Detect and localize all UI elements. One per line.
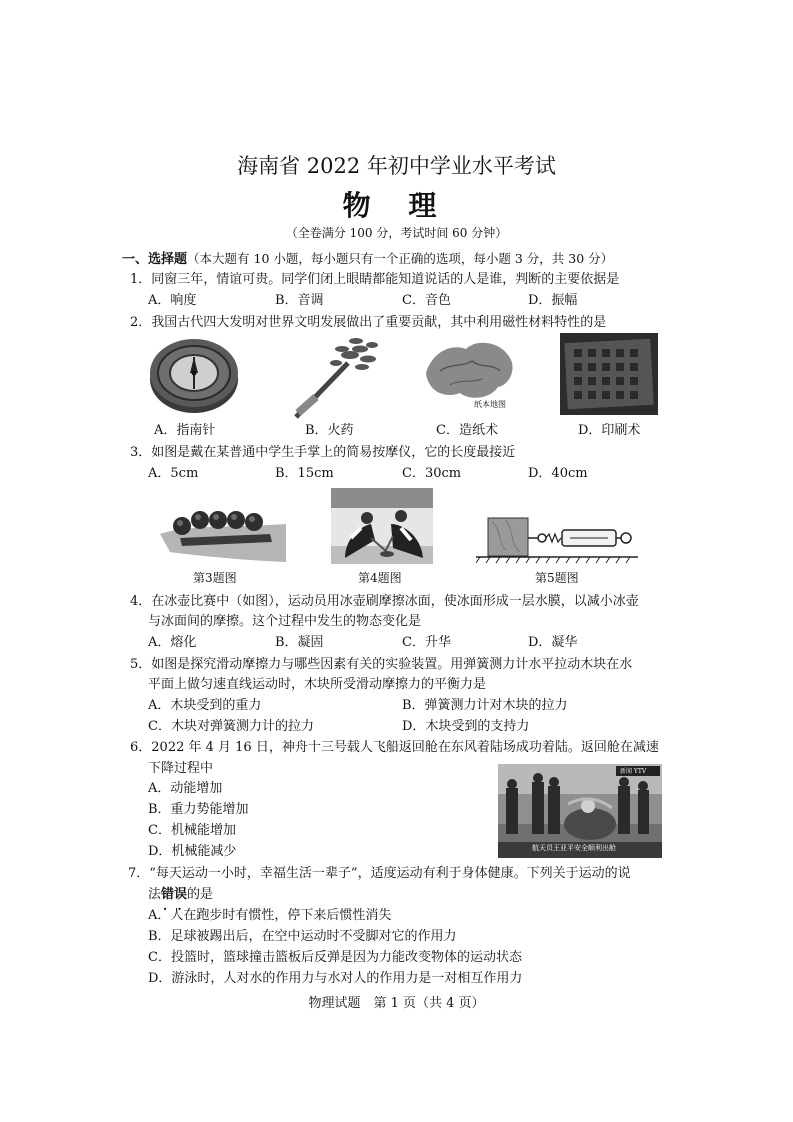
friction-apparatus-diagram (476, 510, 638, 566)
curling-photo (331, 488, 433, 564)
fig4-caption: 第4题图 (358, 571, 402, 585)
q7-option-b: B．足球被踢出后，在空中运动时不受脚对它的作用力 (148, 929, 457, 944)
q2-option-b: B．火药 (305, 423, 354, 438)
fig5-caption: 第5题图 (535, 571, 579, 585)
q6-stem-line1: 6．2022 年 4 月 16 日，神舟十三号载人飞船返回舱在东风着陆场成功着陆。返回舱在减速 (130, 740, 659, 755)
q4-stem-line2: 与冰面间的摩擦。这个过程中发生的物态变化是 (148, 614, 422, 629)
q5-option-d: D．木块受到的支持力 (402, 719, 530, 734)
q1-option-a: A．响度 (148, 293, 197, 308)
q3-option-d: D．40cm (528, 466, 588, 481)
q1-stem: 1．同窗三年，情谊可贵。同学们闭上眼睛都能知道说话的人是谁，判断的主要依据是 (130, 272, 620, 287)
q4-stem-line1: 4．在冰壶比赛中（如图），运动员用冰壶刷摩擦冰面，使冰面形成一层水膜，以减小冰壶 (130, 594, 639, 609)
q6-stem-line2: 下降过程中 (148, 761, 214, 776)
q2-stem: 2．我国古代四大发明对世界文明发展做出了重要贡献，其中利用磁性材料特性的是 (130, 315, 607, 330)
q3-option-a: A．5cm (148, 466, 199, 481)
q3-stem: 3．如图是戴在某普通中学生手掌上的简易按摩仪，它的长度最接近 (130, 445, 516, 460)
q6-option-a: A．动能增加 (148, 781, 223, 796)
q7-option-c: C．投篮时，篮球撞击篮板后反弹是因为力能改变物体的运动状态 (148, 950, 522, 965)
paper-map-label: 纸本地图 (474, 400, 506, 409)
q3-option-c: C．30cm (402, 466, 462, 481)
q6-option-d: D．机械能减少 (148, 844, 237, 859)
q7-emphasis-wrong: 错误 · · (161, 887, 187, 902)
photo-tv-logo: 新闻 YTV (620, 768, 647, 775)
q4-option-d: D．凝华 (528, 635, 578, 650)
q5-option-a: A．木块受到的重力 (148, 698, 262, 713)
q1-option-d: D．振幅 (528, 293, 578, 308)
section-desc: （本大题有 10 小题，每小题只有一个正确的选项，每小题 3 分，共 30 分） (187, 251, 614, 266)
q4-option-b: B．凝固 (275, 635, 324, 650)
q7-option-d: D．游泳时，人对水的作用力与水对人的作用力是一对相互作用力 (148, 971, 523, 986)
q5-option-c: C．木块对弹簧测力计的拉力 (148, 719, 314, 734)
section-label: 一、选择题 (122, 252, 188, 267)
q2-option-a: A．指南针 (154, 423, 216, 438)
compass-image (148, 333, 240, 415)
massager-image (160, 494, 286, 564)
q6-option-b: B．重力势能增加 (148, 802, 249, 817)
q2-option-d: D．印刷术 (578, 423, 641, 438)
q4-option-c: C．升华 (402, 635, 451, 650)
q6-option-c: C．机械能增加 (148, 823, 236, 838)
photo-banner-text: 航天员王亚平安全顺利出舱 (532, 844, 616, 852)
q7-stem-suffix: 的是 (187, 887, 214, 902)
exam-title: 海南省 2022 年初中学业水平考试 (237, 154, 556, 178)
exam-note: （全卷满分 100 分，考试时间 60 分钟） (285, 226, 508, 240)
q7-stem-line1: 7．“每天运动一小时，幸福生活一辈子”，适度运动有利于身体健康。下列关于运动的说 (128, 866, 631, 881)
q3-option-b: B．15cm (275, 466, 334, 481)
q1-option-b: B．音调 (275, 293, 324, 308)
fig3-caption: 第3题图 (193, 571, 237, 585)
page-footer: 物理试题 第 1 页（共 4 页） (308, 996, 485, 1011)
q7-stem-line2 (148, 885, 213, 905)
gunpowder-arrow-image (288, 333, 380, 421)
q7-stem-prefix: 法 (148, 887, 162, 902)
section-heading (122, 249, 613, 270)
printing-type-image (560, 333, 658, 415)
q5-option-b: B．弹簧测力计对木块的拉力 (402, 698, 568, 713)
q7-option-a: A．人在跑步时有惯性，停下来后惯性消失 (148, 908, 392, 923)
q4-option-a: A．熔化 (148, 635, 197, 650)
q2-option-c: C．造纸术 (436, 423, 498, 438)
q5-stem-line1: 5．如图是探究滑动摩擦力与哪些因素有关的实验装置。用弹簧测力计水平拉动木块在水 (130, 657, 633, 672)
q1-option-c: C．音色 (402, 293, 451, 308)
subject-title: 物 理 (342, 189, 451, 222)
q5-stem-line2: 平面上做匀速直线运动时，木块所受滑动摩擦力的平衡力是 (148, 677, 487, 692)
